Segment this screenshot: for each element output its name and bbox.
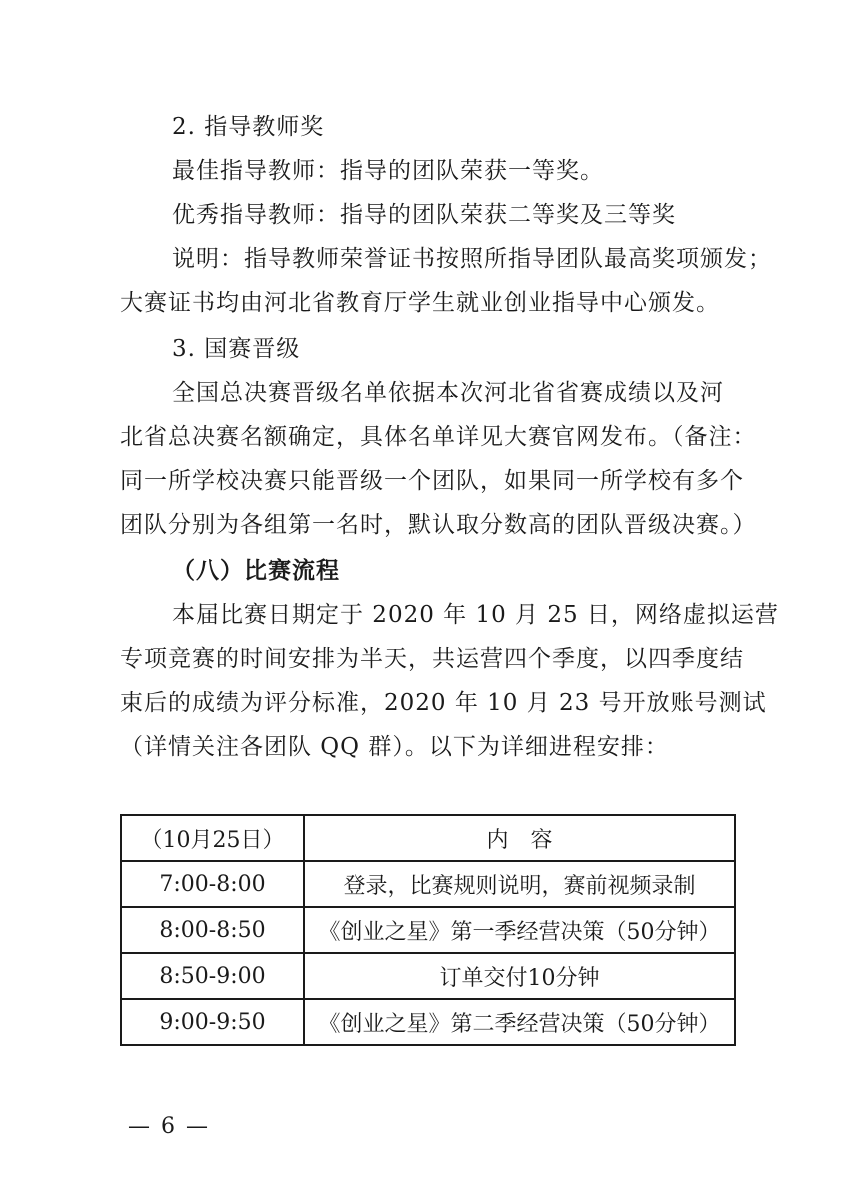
promotion-text-line2: 北省总决赛名额确定，具体名单详见大赛官网发布。（备注：: [120, 424, 757, 450]
content-cell: 《创业之星》第一季经营决策（50分钟）: [304, 907, 735, 953]
page-number: — 6 —: [128, 1114, 210, 1139]
time-cell: 7:00-8:00: [121, 861, 304, 907]
table-row: [121, 861, 735, 907]
header-time-cell: （10月25日）: [121, 815, 304, 861]
table-row: [121, 953, 735, 999]
time-cell: 8:50-9:00: [121, 953, 304, 999]
note-text-line2: 大赛证书均由河北省教育厅学生就业创业指导中心颁发。: [120, 290, 720, 316]
table-header-row: [121, 815, 735, 861]
excellent-teacher-text: 优秀指导教师：指导的团队荣获二等奖及三等奖: [172, 202, 676, 228]
time-cell: 9:00-9:50: [121, 999, 304, 1045]
time-cell: 8:00-8:50: [121, 907, 304, 953]
flow-text-line4: （详情关注各团队 QQ 群）。以下为详细进程安排：: [120, 734, 669, 760]
section-heading-teacher-award: 2. 指导教师奖: [172, 114, 325, 140]
best-teacher-text: 最佳指导教师：指导的团队荣获一等奖。: [172, 158, 604, 184]
flow-text-line2: 专项竞赛的时间安排为半天，共运营四个季度，以四季度结: [120, 646, 744, 672]
content-cell: 登录，比赛规则说明，赛前视频录制: [304, 861, 735, 907]
section-heading-national-promotion: 3. 国赛晋级: [172, 336, 301, 362]
schedule-table: [120, 814, 736, 1046]
section-heading-competition-flow: （八）比赛流程: [172, 557, 340, 584]
promotion-text-line3: 同一所学校决赛只能晋级一个团队，如果同一所学校有多个: [120, 468, 744, 494]
content-cell: 《创业之星》第二季经营决策（50分钟）: [304, 999, 735, 1045]
flow-text-line3: 束后的成绩为评分标准，2020 年 10 月 23 号开放账号测试: [120, 690, 767, 716]
content-cell: 订单交付10分钟: [304, 953, 735, 999]
promotion-text-line4: 团队分别为各组第一名时，默认取分数高的团队晋级决赛。）: [120, 512, 757, 538]
table-row: [121, 999, 735, 1045]
note-text-line1: 说明：指导教师荣誉证书按照所指导团队最高奖项颁发；: [172, 246, 772, 272]
table-row: [121, 907, 735, 953]
promotion-text-line1: 全国总决赛晋级名单依据本次河北省省赛成绩以及河: [172, 380, 724, 406]
flow-text-line1: 本届比赛日期定于 2020 年 10 月 25 日，网络虚拟运营: [172, 602, 779, 628]
header-content-cell: 内 容: [304, 815, 735, 861]
